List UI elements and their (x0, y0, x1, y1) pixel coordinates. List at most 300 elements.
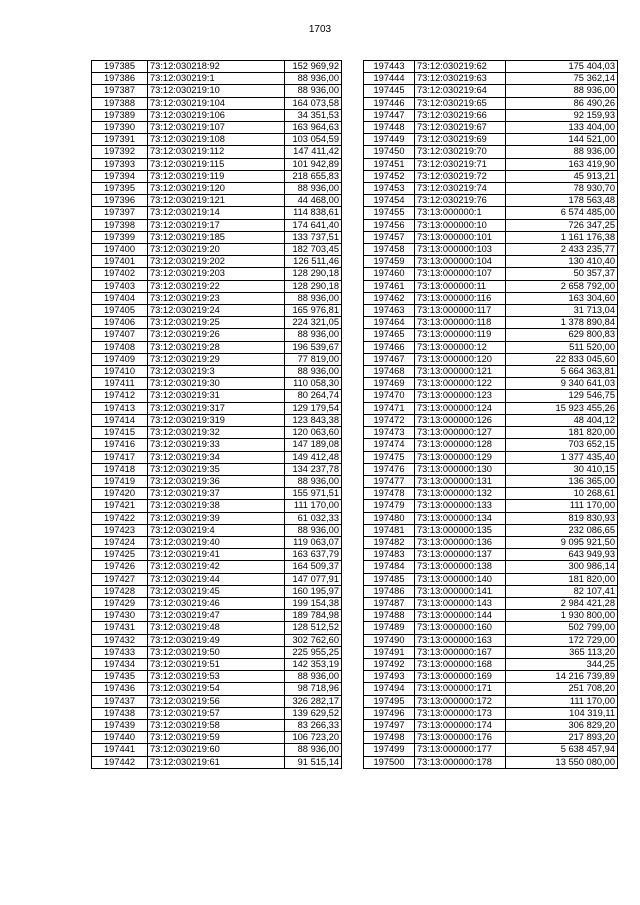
value-cell: 98 718,96 (285, 683, 342, 695)
row-number-cell: 197391 (92, 134, 148, 146)
value-cell: 2 658 792,00 (506, 280, 618, 292)
value-cell: 88 936,00 (285, 73, 342, 85)
table-row (92, 256, 342, 268)
value-cell: 22 833 045,60 (506, 353, 618, 365)
cadastral-number-cell: 73:12:030219:29 (148, 353, 285, 365)
value-cell: 511 520,00 (506, 341, 618, 353)
row-number-cell: 197494 (364, 683, 415, 695)
cadastral-number-cell: 73:13:000000:177 (415, 744, 506, 756)
row-number-cell: 197414 (92, 414, 148, 426)
table-row (364, 195, 618, 207)
value-cell: 217 893,20 (506, 732, 618, 744)
cadastral-number-cell: 73:12:030219:35 (148, 463, 285, 475)
cadastral-number-cell: 73:13:000000:121 (415, 366, 506, 378)
table-row (92, 414, 342, 426)
row-number-cell: 197450 (364, 146, 415, 158)
cadastral-number-cell: 73:12:030219:53 (148, 671, 285, 683)
cadastral-number-cell: 73:12:030219:31 (148, 390, 285, 402)
cadastral-number-cell: 73:12:030219:119 (148, 170, 285, 182)
row-number-cell: 197425 (92, 549, 148, 561)
cadastral-number-cell: 73:12:030219:185 (148, 231, 285, 243)
table-row (364, 366, 618, 378)
value-cell: 88 936,00 (285, 744, 342, 756)
table-row (92, 427, 342, 439)
row-number-cell: 197489 (364, 622, 415, 634)
cadastral-number-cell: 73:13:000000:168 (415, 658, 506, 670)
table-row (364, 329, 618, 341)
table-row (92, 195, 342, 207)
value-cell: 88 936,00 (285, 366, 342, 378)
table-row (364, 707, 618, 719)
table-row (92, 475, 342, 487)
value-cell: 1 377 435,40 (506, 451, 618, 463)
table-row (364, 183, 618, 195)
value-cell: 224 321,05 (285, 317, 342, 329)
value-cell: 114 838,61 (285, 207, 342, 219)
cadastral-number-cell: 73:12:030219:49 (148, 634, 285, 646)
row-number-cell: 197481 (364, 524, 415, 536)
value-cell: 15 923 455,26 (506, 402, 618, 414)
cadastral-number-cell: 73:12:030218:92 (148, 61, 285, 73)
row-number-cell: 197490 (364, 634, 415, 646)
row-number-cell: 197410 (92, 366, 148, 378)
table-row (92, 305, 342, 317)
row-number-cell: 197409 (92, 353, 148, 365)
value-cell: 155 971,51 (285, 488, 342, 500)
value-cell: 196 539,67 (285, 341, 342, 353)
value-cell: 80 264,74 (285, 390, 342, 402)
row-number-cell: 197392 (92, 146, 148, 158)
value-cell: 189 784,98 (285, 610, 342, 622)
cadastral-number-cell: 73:13:000000:133 (415, 500, 506, 512)
value-cell: 726 347,25 (506, 219, 618, 231)
row-number-cell: 197419 (92, 475, 148, 487)
table-row (92, 109, 342, 121)
table-row (92, 378, 342, 390)
table-row (92, 341, 342, 353)
value-cell: 164 073,58 (285, 97, 342, 109)
value-cell: 147 411,42 (285, 146, 342, 158)
row-number-cell: 197463 (364, 305, 415, 317)
cadastral-number-cell: 73:12:030219:46 (148, 597, 285, 609)
row-number-cell: 197444 (364, 73, 415, 85)
cadastral-number-cell: 73:13:000000:140 (415, 573, 506, 585)
row-number-cell: 197473 (364, 427, 415, 439)
table-row (92, 439, 342, 451)
value-cell: 30 410,15 (506, 463, 618, 475)
table-row (364, 244, 618, 256)
value-cell: 130 410,40 (506, 256, 618, 268)
table-row (92, 329, 342, 341)
cadastral-number-cell: 73:13:000000:11 (415, 280, 506, 292)
value-cell: 2 433 235,77 (506, 244, 618, 256)
cadastral-number-cell: 73:12:030219:112 (148, 146, 285, 158)
table-row (92, 683, 342, 695)
table-row (92, 231, 342, 243)
row-number-cell: 197397 (92, 207, 148, 219)
value-cell: 120 063,60 (285, 427, 342, 439)
value-cell: 344,25 (506, 658, 618, 670)
cadastral-number-cell: 73:13:000000:141 (415, 585, 506, 597)
cadastral-number-cell: 73:12:030219:44 (148, 573, 285, 585)
row-number-cell: 197399 (92, 231, 148, 243)
cadastral-number-cell: 73:12:030219:61 (148, 756, 285, 768)
row-number-cell: 197491 (364, 646, 415, 658)
table-row (92, 97, 342, 109)
row-number-cell: 197387 (92, 85, 148, 97)
value-cell: 88 936,00 (285, 183, 342, 195)
row-number-cell: 197422 (92, 512, 148, 524)
row-number-cell: 197426 (92, 561, 148, 573)
table-row (364, 463, 618, 475)
cadastral-number-cell: 73:12:030219:39 (148, 512, 285, 524)
table-row (92, 671, 342, 683)
value-cell: 172 729,00 (506, 634, 618, 646)
row-number-cell: 197486 (364, 585, 415, 597)
row-number-cell: 197394 (92, 170, 148, 182)
table-row (364, 280, 618, 292)
cadastral-number-cell: 73:13:000000:127 (415, 427, 506, 439)
table-row (364, 439, 618, 451)
row-number-cell: 197464 (364, 317, 415, 329)
table-row (92, 146, 342, 158)
cadastral-number-cell: 73:12:030219:63 (415, 73, 506, 85)
cadastral-number-cell: 73:13:000000:118 (415, 317, 506, 329)
cadastral-number-cell: 73:12:030219:62 (415, 61, 506, 73)
value-cell: 61 032,33 (285, 512, 342, 524)
cadastral-number-cell: 73:12:030219:24 (148, 305, 285, 317)
table-row (364, 146, 618, 158)
value-cell: 128 290,18 (285, 268, 342, 280)
value-cell: 5 664 363,81 (506, 366, 618, 378)
cadastral-number-cell: 73:13:000000:176 (415, 732, 506, 744)
table-row (92, 744, 342, 756)
value-cell: 306 829,20 (506, 719, 618, 731)
row-number-cell: 197455 (364, 207, 415, 219)
value-cell: 50 357,37 (506, 268, 618, 280)
row-number-cell: 197412 (92, 390, 148, 402)
cadastral-number-cell: 73:13:000000:122 (415, 378, 506, 390)
row-number-cell: 197389 (92, 109, 148, 121)
table-row (92, 597, 342, 609)
value-cell: 128 512,52 (285, 622, 342, 634)
row-number-cell: 197430 (92, 610, 148, 622)
cadastral-number-cell: 73:12:030219:41 (148, 549, 285, 561)
row-number-cell: 197469 (364, 378, 415, 390)
value-cell: 10 268,61 (506, 488, 618, 500)
cadastral-number-cell: 73:12:030219:47 (148, 610, 285, 622)
value-cell: 133 737,51 (285, 231, 342, 243)
value-cell: 77 819,00 (285, 353, 342, 365)
value-cell: 147 077,91 (285, 573, 342, 585)
cadastral-number-cell: 73:13:000000:116 (415, 292, 506, 304)
value-cell: 104 319,11 (506, 707, 618, 719)
cadastral-number-cell: 73:12:030219:71 (415, 158, 506, 170)
row-number-cell: 197437 (92, 695, 148, 707)
row-number-cell: 197480 (364, 512, 415, 524)
table-row (364, 646, 618, 658)
value-cell: 88 936,00 (506, 85, 618, 97)
row-number-cell: 197449 (364, 134, 415, 146)
table-row (92, 585, 342, 597)
table-row (92, 390, 342, 402)
value-cell: 163 637,79 (285, 549, 342, 561)
cadastral-number-cell: 73:12:030219:115 (148, 158, 285, 170)
cadastral-number-cell: 73:12:030219:317 (148, 402, 285, 414)
value-cell: 181 820,00 (506, 573, 618, 585)
row-number-cell: 197443 (364, 61, 415, 73)
value-cell: 6 574 485,00 (506, 207, 618, 219)
cadastral-number-cell: 73:13:000000:136 (415, 536, 506, 548)
value-cell: 129 179,54 (285, 402, 342, 414)
value-cell: 78 930,70 (506, 183, 618, 195)
value-cell: 86 490,26 (506, 97, 618, 109)
row-number-cell: 197459 (364, 256, 415, 268)
cadastral-number-cell: 73:12:030219:319 (148, 414, 285, 426)
value-cell: 819 830,93 (506, 512, 618, 524)
table-row (92, 536, 342, 548)
cadastral-number-cell: 73:12:030219:26 (148, 329, 285, 341)
table-row (92, 500, 342, 512)
row-number-cell: 197420 (92, 488, 148, 500)
row-number-cell: 197408 (92, 341, 148, 353)
row-number-cell: 197500 (364, 756, 415, 768)
row-number-cell: 197411 (92, 378, 148, 390)
value-cell: 88 936,00 (506, 146, 618, 158)
value-cell: 136 365,00 (506, 475, 618, 487)
value-cell: 101 942,89 (285, 158, 342, 170)
table-row (364, 219, 618, 231)
cadastral-number-cell: 73:12:030219:30 (148, 378, 285, 390)
cadastral-number-cell: 73:12:030219:34 (148, 451, 285, 463)
table-row (92, 512, 342, 524)
cadastral-number-cell: 73:13:000000:119 (415, 329, 506, 341)
table-row (92, 646, 342, 658)
row-number-cell: 197485 (364, 573, 415, 585)
table-row (364, 97, 618, 109)
value-cell: 703 652,15 (506, 439, 618, 451)
table-row (92, 463, 342, 475)
table-row (364, 268, 618, 280)
row-number-cell: 197451 (364, 158, 415, 170)
table-row (92, 610, 342, 622)
cadastral-number-cell: 73:12:030219:32 (148, 427, 285, 439)
cadastral-number-cell: 73:13:000000:160 (415, 622, 506, 634)
table-row (92, 732, 342, 744)
value-cell: 45 913,21 (506, 170, 618, 182)
cadastral-number-cell: 73:12:030219:33 (148, 439, 285, 451)
row-number-cell: 197499 (364, 744, 415, 756)
table-row (92, 561, 342, 573)
row-number-cell: 197454 (364, 195, 415, 207)
value-cell: 142 353,19 (285, 658, 342, 670)
value-cell: 128 290,18 (285, 280, 342, 292)
value-cell: 178 563,48 (506, 195, 618, 207)
cadastral-number-cell: 73:13:000000:128 (415, 439, 506, 451)
cadastral-number-cell: 73:12:030219:48 (148, 622, 285, 634)
table-row (364, 341, 618, 353)
value-cell: 149 412,48 (285, 451, 342, 463)
value-cell: 44 468,00 (285, 195, 342, 207)
row-number-cell: 197458 (364, 244, 415, 256)
value-cell: 165 976,81 (285, 305, 342, 317)
row-number-cell: 197432 (92, 634, 148, 646)
cadastral-number-cell: 73:12:030219:1 (148, 73, 285, 85)
cadastral-number-cell: 73:12:030219:65 (415, 97, 506, 109)
value-cell: 88 936,00 (285, 292, 342, 304)
row-number-cell: 197429 (92, 597, 148, 609)
table-row (364, 732, 618, 744)
table-row (364, 402, 618, 414)
value-cell: 629 800,83 (506, 329, 618, 341)
table-row (364, 378, 618, 390)
registry-table-left (91, 60, 342, 769)
value-cell: 92 159,93 (506, 109, 618, 121)
row-number-cell: 197447 (364, 109, 415, 121)
value-cell: 88 936,00 (285, 671, 342, 683)
row-number-cell: 197467 (364, 353, 415, 365)
row-number-cell: 197405 (92, 305, 148, 317)
row-number-cell: 197439 (92, 719, 148, 731)
value-cell: 152 969,92 (285, 61, 342, 73)
value-cell: 174 641,40 (285, 219, 342, 231)
table-row (92, 573, 342, 585)
cadastral-number-cell: 73:12:030219:28 (148, 341, 285, 353)
table-row (364, 500, 618, 512)
table-row (364, 390, 618, 402)
value-cell: 643 949,93 (506, 549, 618, 561)
value-cell: 83 266,33 (285, 719, 342, 731)
row-number-cell: 197398 (92, 219, 148, 231)
cadastral-number-cell: 73:12:030219:50 (148, 646, 285, 658)
row-number-cell: 197406 (92, 317, 148, 329)
table-row (364, 292, 618, 304)
cadastral-number-cell: 73:12:030219:57 (148, 707, 285, 719)
row-number-cell: 197401 (92, 256, 148, 268)
table-row (92, 183, 342, 195)
table-row (92, 756, 342, 768)
table-row (364, 317, 618, 329)
cadastral-number-cell: 73:13:000000:137 (415, 549, 506, 561)
table-row (92, 244, 342, 256)
cadastral-number-cell: 73:12:030219:64 (415, 85, 506, 97)
row-number-cell: 197438 (92, 707, 148, 719)
value-cell: 31 713,04 (506, 305, 618, 317)
cadastral-number-cell: 73:13:000000:10 (415, 219, 506, 231)
value-cell: 163 304,60 (506, 292, 618, 304)
table-row (92, 219, 342, 231)
cadastral-number-cell: 73:12:030219:3 (148, 366, 285, 378)
row-number-cell: 197482 (364, 536, 415, 548)
table-row (364, 671, 618, 683)
row-number-cell: 197465 (364, 329, 415, 341)
row-number-cell: 197460 (364, 268, 415, 280)
value-cell: 88 936,00 (285, 85, 342, 97)
value-cell: 181 820,00 (506, 427, 618, 439)
cadastral-number-cell: 73:12:030219:51 (148, 658, 285, 670)
table-row (92, 170, 342, 182)
value-cell: 182 703,45 (285, 244, 342, 256)
cadastral-number-cell: 73:12:030219:72 (415, 170, 506, 182)
table-row (92, 353, 342, 365)
row-number-cell: 197436 (92, 683, 148, 695)
table-row (364, 488, 618, 500)
value-cell: 502 799,00 (506, 622, 618, 634)
cadastral-number-cell: 73:12:030219:121 (148, 195, 285, 207)
table-row (364, 353, 618, 365)
cadastral-number-cell: 73:12:030219:106 (148, 109, 285, 121)
row-number-cell: 197495 (364, 695, 415, 707)
value-cell: 1 378 890,84 (506, 317, 618, 329)
row-number-cell: 197433 (92, 646, 148, 658)
table-row (364, 573, 618, 585)
table-row (364, 561, 618, 573)
table-row (364, 622, 618, 634)
table-row (364, 634, 618, 646)
row-number-cell: 197476 (364, 463, 415, 475)
cadastral-number-cell: 73:12:030219:108 (148, 134, 285, 146)
row-number-cell: 197488 (364, 610, 415, 622)
cadastral-number-cell: 73:12:030219:17 (148, 219, 285, 231)
cadastral-number-cell: 73:12:030219:67 (415, 122, 506, 134)
registry-table-right (363, 60, 618, 769)
table-row (364, 549, 618, 561)
value-cell: 9 095 921,50 (506, 536, 618, 548)
table-row (92, 366, 342, 378)
value-cell: 88 936,00 (285, 329, 342, 341)
row-number-cell: 197428 (92, 585, 148, 597)
table-row (364, 414, 618, 426)
value-cell: 225 955,25 (285, 646, 342, 658)
table-row (92, 719, 342, 731)
table-row (364, 122, 618, 134)
value-cell: 160 195,97 (285, 585, 342, 597)
row-number-cell: 197413 (92, 402, 148, 414)
cadastral-number-cell: 73:13:000000:143 (415, 597, 506, 609)
value-cell: 5 638 457,94 (506, 744, 618, 756)
table-row (92, 402, 342, 414)
table-row (364, 512, 618, 524)
value-cell: 232 086,65 (506, 524, 618, 536)
table-row (364, 658, 618, 670)
table-row (92, 122, 342, 134)
cadastral-number-cell: 73:13:000000:123 (415, 390, 506, 402)
cadastral-number-cell: 73:12:030219:76 (415, 195, 506, 207)
cadastral-number-cell: 73:13:000000:131 (415, 475, 506, 487)
value-cell: 111 170,00 (506, 695, 618, 707)
row-number-cell: 197446 (364, 97, 415, 109)
table-row (364, 85, 618, 97)
value-cell: 163 419,90 (506, 158, 618, 170)
cadastral-number-cell: 73:12:030219:203 (148, 268, 285, 280)
table-row (364, 610, 618, 622)
value-cell: 199 154,38 (285, 597, 342, 609)
cadastral-number-cell: 73:13:000000:101 (415, 231, 506, 243)
value-cell: 88 936,00 (285, 475, 342, 487)
cadastral-number-cell: 73:13:000000:12 (415, 341, 506, 353)
table-row (364, 585, 618, 597)
cadastral-number-cell: 73:13:000000:124 (415, 402, 506, 414)
table-row (92, 268, 342, 280)
row-number-cell: 197400 (92, 244, 148, 256)
table-row (364, 231, 618, 243)
table-row (92, 292, 342, 304)
cadastral-number-cell: 73:13:000000:103 (415, 244, 506, 256)
value-cell: 2 984 421,28 (506, 597, 618, 609)
row-number-cell: 197466 (364, 341, 415, 353)
value-cell: 103 054,59 (285, 134, 342, 146)
row-number-cell: 197395 (92, 183, 148, 195)
